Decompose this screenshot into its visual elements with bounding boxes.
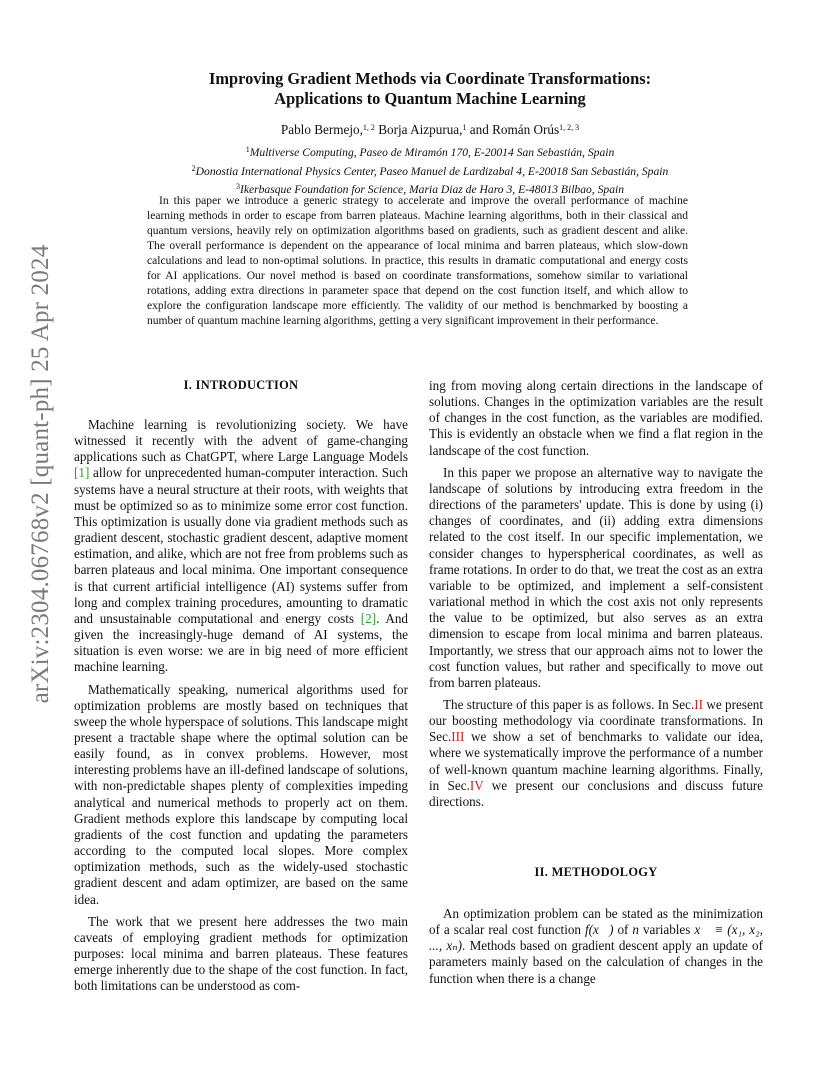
math-inline: n [632, 922, 639, 938]
author-name: Pablo Bermejo, [280, 122, 363, 137]
affiliation: $^2$Donostia International Physics Center, Paseo Manuel de Lardizabal 4, E-20018 San Sebastián, Spain [191, 163, 669, 178]
citation-link[interactable]: [1] [74, 465, 90, 481]
math-inline: x⃗ ≡ (x₁, x₂, ..., xₙ) [429, 922, 763, 954]
section-link[interactable]: III [451, 729, 465, 745]
paragraph: An optimization problem can be stated as the minimization of a scalar real cost function f(x⃗) of n variables x⃗ ≡ (x₁, x₂, ..., xₙ). Methods based on gradient descent apply an update of parameters mainly based on the calculation of changes in the function when there is a change [429, 906, 763, 986]
math-inline: f(x⃗) [584, 922, 614, 938]
arxiv-sidebar-stamp [20, 244, 62, 704]
author-list [110, 122, 750, 138]
section-link[interactable]: II [694, 696, 704, 712]
affiliation-list [80, 142, 780, 198]
author-affil-mark: 1, 2, 3 [559, 123, 580, 132]
right-column-methodology [429, 906, 763, 987]
section-heading-methodology: II. METHODOLOGY [534, 865, 658, 879]
citation-link[interactable]: [2] [360, 610, 377, 626]
title-line-2: Applications to Quantum Machine Learning [274, 89, 586, 108]
paper-title [110, 69, 750, 109]
left-column [74, 417, 408, 994]
author-affil-mark: 1, 2 [362, 123, 375, 132]
affiliation: $^3$Ikerbasque Foundation for Science, Maria Diaz de Haro 3, E-48013 Bilbao, Spain [235, 182, 625, 196]
title-line-1: Improving Gradient Methods via Coordinate Transformations: [208, 69, 652, 88]
right-column [429, 378, 763, 810]
paragraph: ing from moving along certain directions in the landscape of solutions. Changes in the optimization variables are the result of changes in the cost function, as the variables are modified. This is evidently an obstacle when we find a flat region in the landscape of the cost function. [429, 378, 763, 458]
paragraph: In this paper we propose an alternative way to navigate the landscape of solutions by introducing extra freedom in the directions of the parameters' update. This is done by using (i) changes of coordinates, and (ii) adding extra dimensions related to the cost itself. In our specific implementation, we consider changes to hyperspherical coordinates, as well as frame rotations. In order to do that, we treat the cost as an extra variable to be optimized, and implement a self-consistent variational method in which the cost axis not only represents the value to be optimized, but also serves as an extra dimension to escape from local minima and barren plateaus. Importantly, we stress that our approach aims not to lower the cost function values, but rather and specifically to move out from barren plateaus. [429, 464, 763, 690]
paragraph: Machine learning is revolutionizing society. We have witnessed it recently with the advent of game-changing applications such as ChatGPT, where Large Language Models [1] allow for unprecedented human-computer interaction. Such systems have a neural structure at their roots, with weights that must be optimized so as to minimize some error cost function. This optimization is usually done via gradient methods such as gradient descent, stochastic gradient descent, adaptive moment estimation, and alike, which are not free from problems such as barren plateaus and local minima. One important consequence is that current artificial intelligence (AI) systems suffer from long and complex training procedures, amounting to dramatic and unsustainable computational and energy costs [2]. And given the increasingly-huge demand of AI systems, the situation is even worse: we are in big need of more efficient machine learning. [74, 417, 409, 675]
arxiv-id: arXiv:2304.06768v2 [quant-ph] 25 Apr 2024 [27, 244, 54, 704]
abstract-text: In this paper we introduce a generic strategy to accelerate and improve the overall performance of machine learning methods in order to escape from barren plateaus. Machine learning algorithms, both in their classical and quantum versions, heavily rely on optimization algorithms based on gradients, such as gradient descent and alike. The overall performance is dependent on the appearance of local minima and barren plateaus, which slow-down calculations and lead to non-optimal solutions. In practice, this results in dramatic computational and energy costs for AI applications. Our novel method is based on coordinate transformations, somehow similar to variational rotations, adding extra directions in parameter space that depend on the cost function itself, and which allow to explore the configuration landscape more efficiently. The validity of our method is benchmarked by boosting a number of quantum machine learning algorithms, getting a very significant improvement in their performance. [147, 195, 688, 327]
section-heading-introduction: I. INTRODUCTION [183, 378, 299, 392]
paragraph: The work that we present here addresses the two main caveats of employing gradient methods for optimization purposes: local minima and barren plateaus. These features emerge inherently due to the shape of the cost function. In fact, both limitations can be understood as com- [74, 913, 408, 994]
author-affil-mark: 1 [462, 123, 467, 132]
paragraph: The structure of this paper is as follows. In Sec.II we present our boosting methodology via coordinate transformations. In Sec.III we show a set of benchmarks to validate our idea, where we systematically improve the performance of a number of well-known quantum machine learning algorithms. Finally, in Sec.IV we present our conclusions and discuss future directions. [429, 696, 763, 809]
author-name: Borja Aizpurua, [378, 122, 463, 137]
affiliation: $^1$Multiverse Computing, Paseo de Miramón 170, E-20014 San Sebastián, Spain [245, 145, 615, 159]
author-name: and Román Orús [469, 122, 560, 137]
section-link[interactable]: IV [469, 777, 484, 793]
paragraph: Mathematically speaking, numerical algorithms used for optimization problems are mostly based on techniques that sweep the whole hyperspace of solutions. This landscape might present a tractable shape where the optimal solution can be easily found, as in convex problems. However, most interesting problems have an ill-defined landscape of solutions, with non-predictable shapes plenty of complexities impeding analytical and numerical methods to properly act on them. Gradient methods explore this landscape by computing local gradients of the cost function and updating the parameters according to the computed local slopes. More complex optimization methods, such as the widely-used stochastic gradient descent and adam optimizer, are based on the same idea. [74, 681, 408, 907]
abstract [147, 194, 688, 329]
